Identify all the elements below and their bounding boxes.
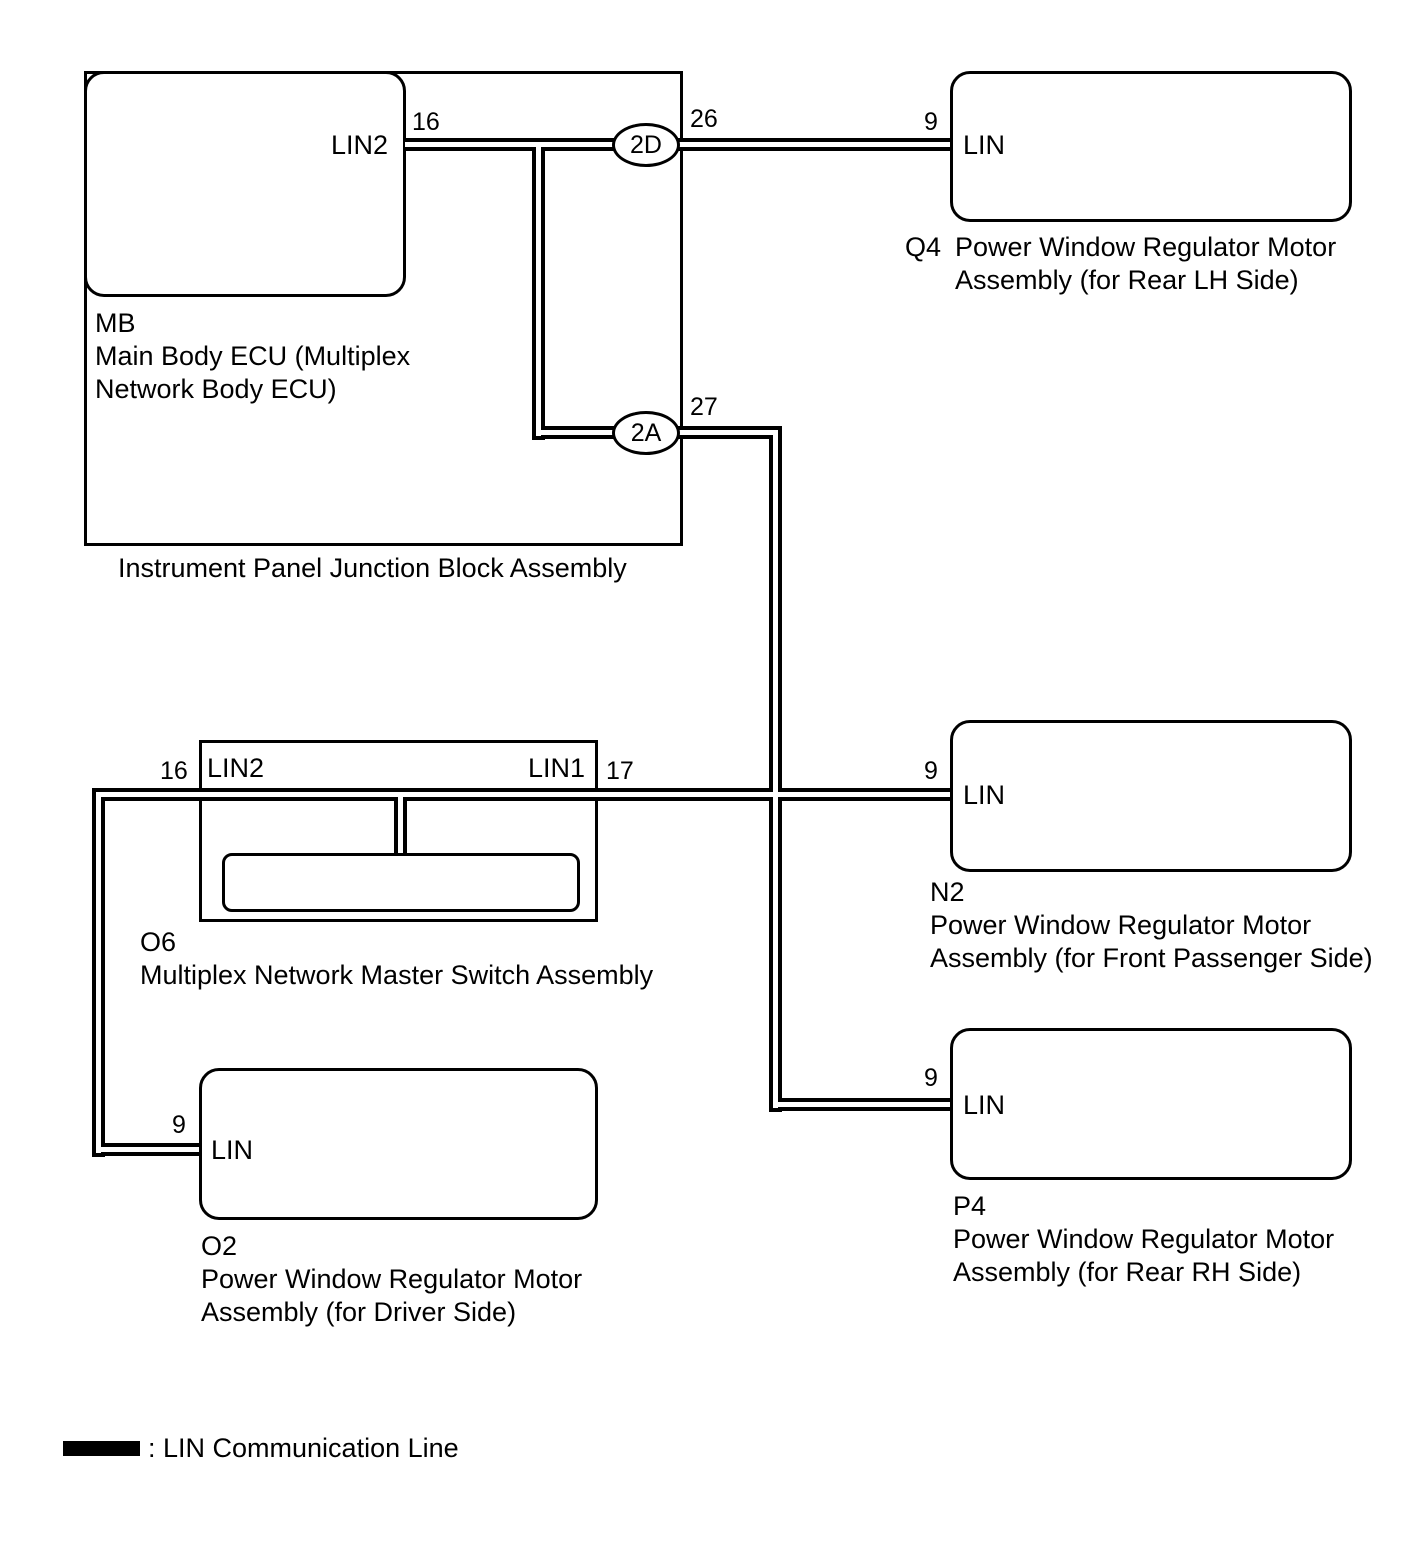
- lin-core-2d-to-q4: [642, 142, 950, 147]
- mb-desc-line1: Main Body ECU (Multiplex: [95, 341, 411, 371]
- q4-label: [905, 231, 1336, 297]
- mb-desc-line2: Network Body ECU): [95, 374, 337, 404]
- lin-core-to-o2: [96, 1147, 199, 1152]
- lin-core-o6-stub: [398, 792, 403, 853]
- q4-pin-name: LIN: [963, 130, 1006, 160]
- lin-core-left-vertical: [96, 792, 101, 1153]
- q4-pin-number: 9: [924, 108, 938, 136]
- o6-code: O6: [140, 927, 177, 957]
- n2-label: [930, 876, 1373, 975]
- o6-lin1-pin-number: 17: [606, 757, 634, 785]
- p4-pin-number: 9: [924, 1064, 938, 1092]
- lin-core-o6-horizontal: [96, 792, 950, 797]
- n2-desc-line1: Power Window Regulator Motor: [930, 910, 1312, 940]
- o6-label: [140, 926, 653, 992]
- p4-code: P4: [953, 1191, 987, 1221]
- connector-2d-oval: [612, 123, 680, 167]
- o2-box: [199, 1068, 598, 1220]
- p4-desc-line1: Power Window Regulator Motor: [953, 1224, 1335, 1254]
- connector-2a-label: 2A: [630, 418, 662, 447]
- o2-desc-line1: Power Window Regulator Motor: [201, 1264, 583, 1294]
- o6-lin1-pin-name: LIN1: [528, 753, 586, 783]
- lin-core-branch-vertical: [536, 142, 541, 436]
- mb-label: [95, 307, 410, 406]
- n2-pin-name: LIN: [963, 780, 1006, 810]
- mb-ecu-box: [84, 71, 406, 297]
- o2-code: O2: [201, 1231, 238, 1261]
- p4-label: [953, 1190, 1334, 1289]
- lin-core-main-vertical: [773, 430, 778, 1108]
- connector-2d-pin-number: 26: [690, 105, 718, 133]
- mb-pin-name: LIN2: [331, 130, 389, 160]
- n2-box: [950, 720, 1352, 872]
- junction-block-label: Instrument Panel Junction Block Assembly: [118, 553, 627, 583]
- o6-desc: Multiplex Network Master Switch Assembly: [140, 960, 654, 990]
- o6-inner-module-box: [222, 853, 580, 912]
- q4-desc-line1: Power Window Regulator Motor: [955, 232, 1337, 262]
- o2-pin-name: LIN: [211, 1135, 254, 1165]
- lin-line-legend-label: : LIN Communication Line: [148, 1433, 459, 1463]
- o6-lin2-pin-name: LIN2: [207, 753, 265, 783]
- n2-desc-line2: Assembly (for Front Passenger Side): [930, 943, 1373, 973]
- o2-label: [201, 1230, 582, 1329]
- p4-desc-line2: Assembly (for Rear RH Side): [953, 1257, 1302, 1287]
- n2-code: N2: [930, 877, 965, 907]
- o2-desc-line2: Assembly (for Driver Side): [201, 1297, 517, 1327]
- q4-box: [950, 71, 1352, 222]
- mb-code: MB: [95, 308, 136, 338]
- connector-2a-oval: [612, 411, 680, 455]
- connector-2a-pin-number: 27: [690, 393, 718, 421]
- lin-line-legend-swatch: [63, 1441, 140, 1456]
- mb-pin-number: 16: [412, 108, 440, 136]
- q4-code: Q4: [905, 232, 942, 262]
- connector-2d-label: 2D: [630, 130, 662, 159]
- o6-lin2-pin-number: 16: [160, 757, 188, 785]
- o2-pin-number: 9: [172, 1111, 186, 1139]
- p4-box: [950, 1028, 1352, 1180]
- q4-desc-line2: Assembly (for Rear LH Side): [955, 265, 1299, 295]
- n2-pin-number: 9: [924, 757, 938, 785]
- p4-pin-name: LIN: [963, 1090, 1006, 1120]
- lin-core-to-p4: [773, 1102, 950, 1107]
